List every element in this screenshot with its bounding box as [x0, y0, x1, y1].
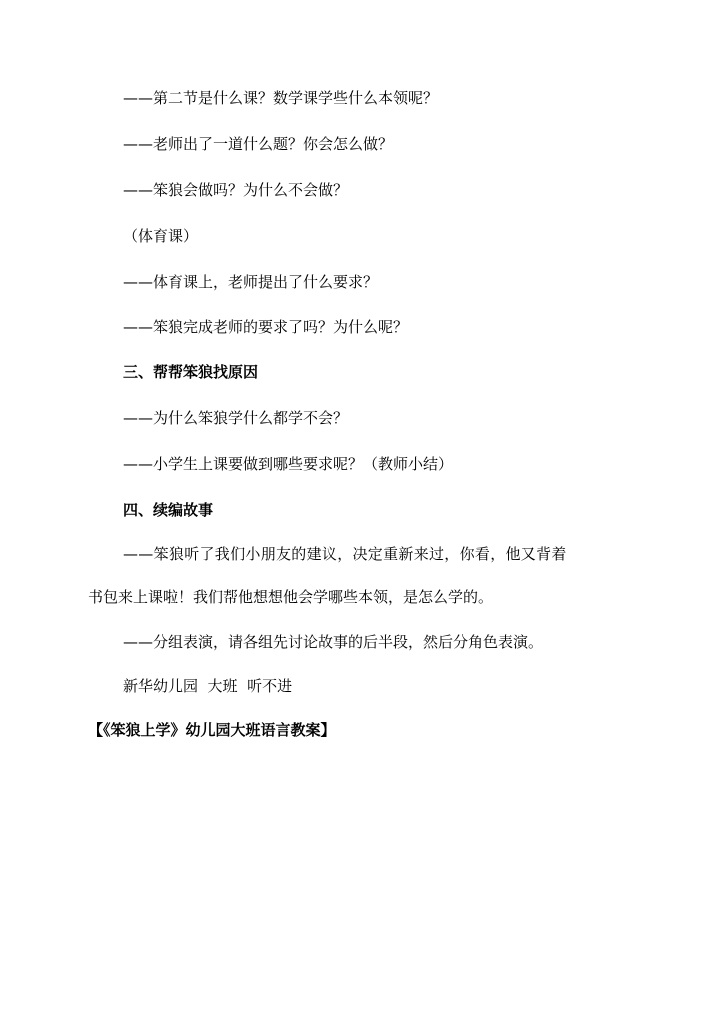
- question-pe-requirements: ——体育课上，老师提出了什么要求？: [123, 273, 379, 291]
- group-performance-line: ——分组表演，请各组先讨论故事的后半段，然后分角色表演。: [123, 633, 544, 651]
- question-math-lesson: ——第二节是什么课？数学课学些什么本领呢？: [123, 89, 439, 107]
- author-credit: 新华幼儿园 大班 听不进: [123, 677, 293, 695]
- pe-class-label: （体育课）: [123, 227, 199, 245]
- section-heading-four: 四、续编故事: [123, 501, 214, 519]
- question-teacher-problem: ——老师出了一道什么题？你会怎么做？: [123, 135, 394, 153]
- document-title-bracket: 【《笨狼上学》幼儿园大班语言教案】: [88, 721, 336, 739]
- section-heading-three: 三、帮帮笨狼找原因: [123, 363, 259, 381]
- question-wolf-completed: ——笨狼完成老师的要求了吗？为什么呢？: [123, 318, 409, 336]
- question-why-cannot-learn: ——为什么笨狼学什么都学不会？: [123, 409, 349, 427]
- question-can-wolf-do: ——笨狼会做吗？为什么不会做？: [123, 181, 349, 199]
- question-student-requirements: ——小学生上课要做到哪些要求呢？（教师小结）: [123, 455, 454, 473]
- story-paragraph-line-2: 书包来上课啦！我们帮他想想他会学哪些本领，是怎么学的。: [88, 588, 494, 606]
- story-paragraph-line-1: ——笨狼听了我们小朋友的建议，决定重新来过，你看，他又背着: [123, 545, 567, 563]
